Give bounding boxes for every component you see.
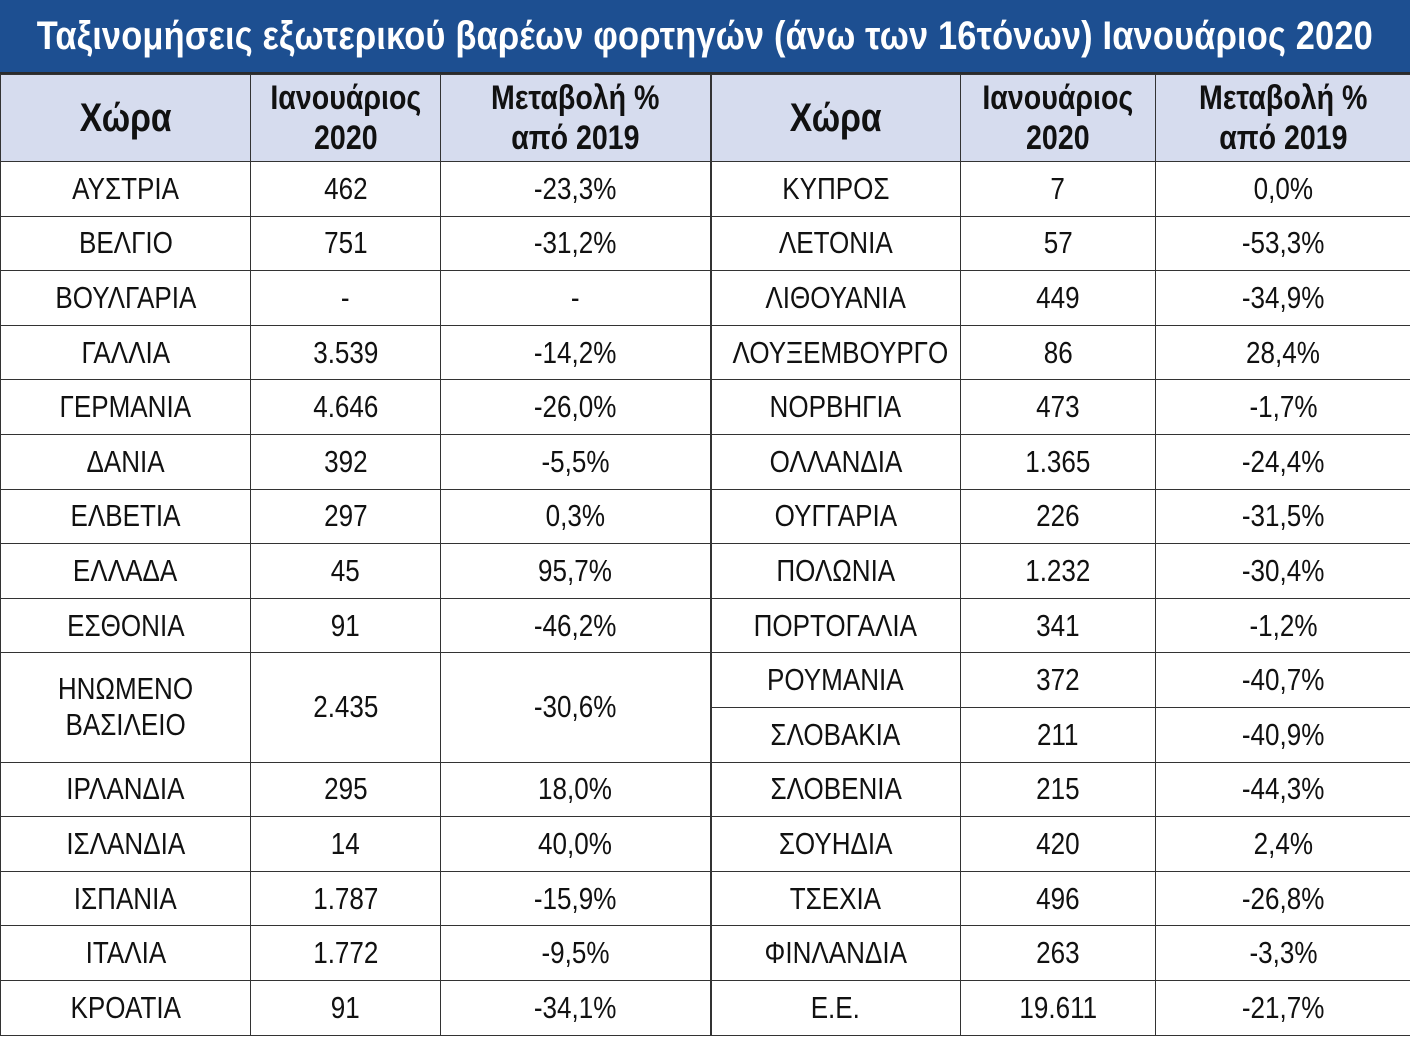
cell-country: ΕΛΒΕΤΙΑ bbox=[1, 489, 251, 544]
cell-value: 57 bbox=[961, 216, 1156, 271]
cell-country: Ε.Ε. bbox=[711, 980, 961, 1035]
header-change-right: Μεταβολή % από 2019 bbox=[1156, 75, 1410, 162]
cell-change: -23,3% bbox=[441, 162, 711, 217]
cell-country: ΒΟΥΛΓΑΡΙΑ bbox=[1, 271, 251, 326]
cell-change: 0,3% bbox=[441, 489, 711, 544]
cell-country: ΟΥΓΓΑΡΙΑ bbox=[711, 489, 961, 544]
cell-country: ΛΟΥΞΕΜΒΟΥΡΓΟ bbox=[711, 325, 961, 380]
cell-value: 14 bbox=[251, 817, 441, 872]
cell-country: ΛΙΘΟΥΑΝΙΑ bbox=[711, 271, 961, 326]
cell-country: ΑΥΣΤΡΙΑ bbox=[1, 162, 251, 217]
cell-change: -14,2% bbox=[441, 325, 711, 380]
cell-value: 91 bbox=[251, 598, 441, 653]
cell-country: ΛΕΤΟΝΙΑ bbox=[711, 216, 961, 271]
cell-country: ΠΟΡΤΟΓΑΛΙΑ bbox=[711, 598, 961, 653]
cell-country: ΣΟΥΗΔΙΑ bbox=[711, 817, 961, 872]
table-row bbox=[1, 325, 1410, 380]
cell-value: 449 bbox=[961, 271, 1156, 326]
cell-value: 19.611 bbox=[961, 980, 1156, 1035]
cell-value: - bbox=[251, 271, 441, 326]
cell-change: -24,4% bbox=[1156, 434, 1410, 489]
header-country-left: Χώρα bbox=[1, 75, 251, 162]
cell-country: ΙΡΛΑΝΔΙΑ bbox=[1, 762, 251, 817]
cell-country: ΙΤΑΛΙΑ bbox=[1, 926, 251, 981]
table-row bbox=[1, 489, 1410, 544]
cell-change: -31,2% bbox=[441, 216, 711, 271]
header-month-left: Ιανουάριος 2020 bbox=[251, 75, 441, 162]
cell-country: ΕΣΘΟΝΙΑ bbox=[1, 598, 251, 653]
table-row bbox=[1, 871, 1410, 926]
cell-country: ΡΟΥΜΑΝΙΑ bbox=[711, 653, 961, 708]
cell-country: ΙΣΛΑΝΔΙΑ bbox=[1, 817, 251, 872]
table-row bbox=[1, 271, 1410, 326]
table-row bbox=[1, 544, 1410, 599]
cell-change: 18,0% bbox=[441, 762, 711, 817]
table-row bbox=[1, 380, 1410, 435]
cell-value: 45 bbox=[251, 544, 441, 599]
header-country-right: Χώρα bbox=[711, 75, 961, 162]
cell-value: 263 bbox=[961, 926, 1156, 981]
cell-value: 3.539 bbox=[251, 325, 441, 380]
cell-value: 1.787 bbox=[251, 871, 441, 926]
cell-value: 751 bbox=[251, 216, 441, 271]
cell-country: ΟΛΛΑΝΔΙΑ bbox=[711, 434, 961, 489]
cell-value: 297 bbox=[251, 489, 441, 544]
cell-change: - bbox=[441, 271, 711, 326]
cell-value: 392 bbox=[251, 434, 441, 489]
header-change-left: Μεταβολή % από 2019 bbox=[441, 75, 711, 162]
cell-value: 1.365 bbox=[961, 434, 1156, 489]
cell-value: 4.646 bbox=[251, 380, 441, 435]
cell-change: 95,7% bbox=[441, 544, 711, 599]
chart-title: Ταξινομήσεις εξωτερικού βαρέων φορτηγών (άνω των 16τόνων) Ιανουάριος 2020 bbox=[36, 13, 1374, 58]
cell-change: -1,7% bbox=[1156, 380, 1410, 435]
cell-change: 0,0% bbox=[1156, 162, 1410, 217]
cell-country: ΔΑΝΙΑ bbox=[1, 434, 251, 489]
cell-change: -34,9% bbox=[1156, 271, 1410, 326]
cell-change: -30,6% bbox=[441, 653, 711, 762]
cell-change: 40,0% bbox=[441, 817, 711, 872]
table-row bbox=[1, 434, 1410, 489]
cell-change: -15,9% bbox=[441, 871, 711, 926]
cell-change: -31,5% bbox=[1156, 489, 1410, 544]
cell-value: 211 bbox=[961, 707, 1156, 762]
table-row bbox=[1, 762, 1410, 817]
cell-change: -40,7% bbox=[1156, 653, 1410, 708]
cell-change: -21,7% bbox=[1156, 980, 1410, 1035]
cell-change: -46,2% bbox=[441, 598, 711, 653]
cell-value: 372 bbox=[961, 653, 1156, 708]
cell-country: ΣΛΟΒΑΚΙΑ bbox=[711, 707, 961, 762]
cell-value: 341 bbox=[961, 598, 1156, 653]
table-row bbox=[1, 817, 1410, 872]
cell-change: -26,0% bbox=[441, 380, 711, 435]
cell-value: 86 bbox=[961, 325, 1156, 380]
cell-change: -9,5% bbox=[441, 926, 711, 981]
cell-country: ΚΥΠΡΟΣ bbox=[711, 162, 961, 217]
cell-value: 226 bbox=[961, 489, 1156, 544]
cell-country: ΓΕΡΜΑΝΙΑ bbox=[1, 380, 251, 435]
cell-country: ΙΣΠΑΝΙΑ bbox=[1, 871, 251, 926]
cell-country: ΒΕΛΓΙΟ bbox=[1, 216, 251, 271]
cell-value: 7 bbox=[961, 162, 1156, 217]
cell-value: 420 bbox=[961, 817, 1156, 872]
header-month-right: Ιανουάριος 2020 bbox=[961, 75, 1156, 162]
cell-change: 2,4% bbox=[1156, 817, 1410, 872]
cell-change: -30,4% bbox=[1156, 544, 1410, 599]
cell-country: ΣΛΟΒΕΝΙΑ bbox=[711, 762, 961, 817]
table-row bbox=[1, 653, 1410, 708]
table-row bbox=[1, 980, 1410, 1035]
header-row bbox=[1, 75, 1410, 162]
cell-change: -40,9% bbox=[1156, 707, 1410, 762]
cell-country: ΗΝΩΜΕΝΟ ΒΑΣΙΛΕΙΟ bbox=[1, 653, 251, 762]
cell-change: -44,3% bbox=[1156, 762, 1410, 817]
cell-value: 91 bbox=[251, 980, 441, 1035]
cell-value: 215 bbox=[961, 762, 1156, 817]
cell-country: ΤΣΕΧΙΑ bbox=[711, 871, 961, 926]
cell-value: 473 bbox=[961, 380, 1156, 435]
table-row bbox=[1, 162, 1410, 217]
cell-value: 462 bbox=[251, 162, 441, 217]
cell-change: -26,8% bbox=[1156, 871, 1410, 926]
cell-country: ΓΑΛΛΙΑ bbox=[1, 325, 251, 380]
data-table bbox=[0, 74, 1410, 1036]
cell-country: ΕΛΛΑΔΑ bbox=[1, 544, 251, 599]
cell-value: 496 bbox=[961, 871, 1156, 926]
cell-change: 28,4% bbox=[1156, 325, 1410, 380]
cell-value: 295 bbox=[251, 762, 441, 817]
cell-country: ΦΙΝΛΑΝΔΙΑ bbox=[711, 926, 961, 981]
cell-country: ΠΟΛΩΝΙΑ bbox=[711, 544, 961, 599]
cell-change: -53,3% bbox=[1156, 216, 1410, 271]
cell-value: 2.435 bbox=[251, 653, 441, 762]
cell-change: -1,2% bbox=[1156, 598, 1410, 653]
table-row bbox=[1, 926, 1410, 981]
cell-value: 1.772 bbox=[251, 926, 441, 981]
cell-country: ΚΡΟΑΤΙΑ bbox=[1, 980, 251, 1035]
cell-country: ΝΟΡΒΗΓΙΑ bbox=[711, 380, 961, 435]
title-bar bbox=[0, 0, 1410, 74]
table-row bbox=[1, 216, 1410, 271]
cell-value: 1.232 bbox=[961, 544, 1156, 599]
cell-change: -34,1% bbox=[441, 980, 711, 1035]
table-row bbox=[1, 598, 1410, 653]
cell-change: -3,3% bbox=[1156, 926, 1410, 981]
cell-change: -5,5% bbox=[441, 434, 711, 489]
